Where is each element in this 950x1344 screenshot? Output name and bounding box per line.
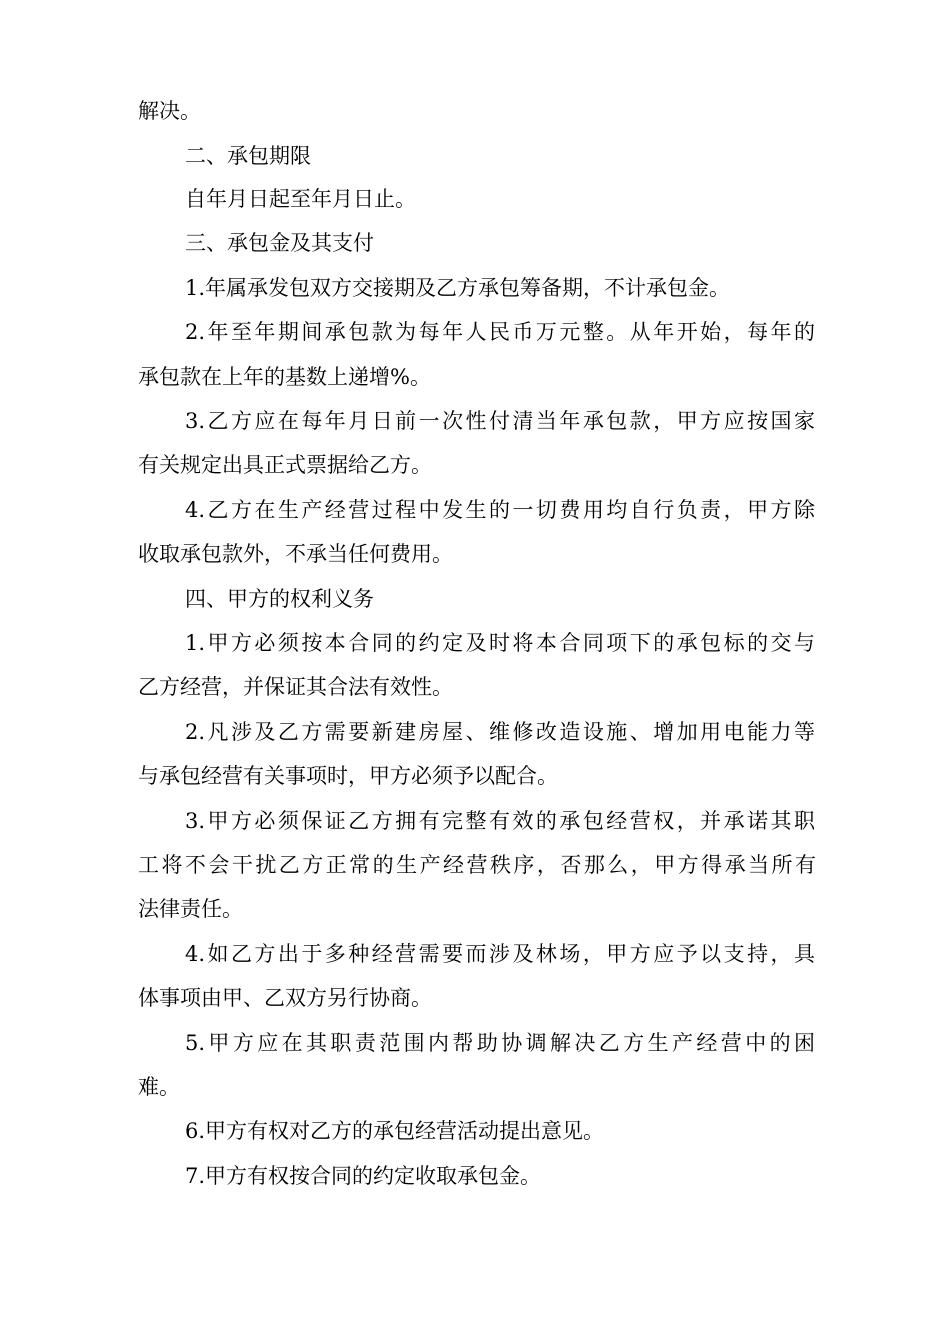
section-heading-payment: 三、承包金及其支付 bbox=[185, 231, 374, 255]
text-line-1: 解决。 bbox=[138, 99, 201, 123]
text-line-25: 7.甲方有权按合同的约定收取承包金。 bbox=[185, 1164, 542, 1188]
text-line-6: 2.年至年期间承包款为每年人民币万元整。从年开始，每年的 bbox=[185, 320, 815, 344]
text-line-9: 有关规定出具正式票据给乙方。 bbox=[138, 453, 432, 477]
text-line-14: 乙方经营，并保证其合法有效性。 bbox=[138, 675, 453, 699]
text-line-20: 4.如乙方出于多种经营需要而涉及林场，甲方应予以支持，具 bbox=[185, 942, 815, 966]
text-line-3: 自年月日起至年月日止。 bbox=[185, 187, 416, 211]
section-heading-party-a: 四、甲方的权利义务 bbox=[185, 587, 374, 611]
text-line-24: 6.甲方有权对乙方的承包经营活动提出意见。 bbox=[185, 1119, 605, 1143]
text-line-19: 法律责任。 bbox=[138, 897, 243, 921]
text-line-8: 3.乙方应在每年月日前一次性付清当年承包款，甲方应按国家 bbox=[185, 409, 815, 433]
text-line-15: 2.凡涉及乙方需要新建房屋、维修改造设施、增加用电能力等 bbox=[185, 720, 815, 744]
text-line-16: 与承包经营有关事项时，甲方必须予以配合。 bbox=[138, 764, 558, 788]
section-heading-term: 二、承包期限 bbox=[185, 144, 311, 168]
text-line-23: 难。 bbox=[138, 1075, 180, 1099]
text-line-7: 承包款在上年的基数上递增%。 bbox=[138, 365, 431, 389]
text-line-21: 体事项由甲、乙双方另行协商。 bbox=[138, 986, 432, 1010]
text-line-10: 4.乙方在生产经营过程中发生的一切费用均自行负责，甲方除 bbox=[185, 498, 815, 522]
text-line-17: 3.甲方必须保证乙方拥有完整有效的承包经营权，并承诺其职 bbox=[185, 809, 815, 833]
text-line-5: 1.年属承发包双方交接期及乙方承包筹备期，不计承包金。 bbox=[185, 276, 731, 300]
text-line-13: 1.甲方必须按本合同的约定及时将本合同项下的承包标的交与 bbox=[185, 631, 815, 655]
text-line-22: 5.甲方应在其职责范围内帮助协调解决乙方生产经营中的困 bbox=[185, 1031, 815, 1055]
text-line-18: 工将不会干扰乙方正常的生产经营秩序，否那么，甲方得承当所有 bbox=[138, 853, 816, 877]
text-line-11: 收取承包款外，不承当任何费用。 bbox=[138, 542, 453, 566]
